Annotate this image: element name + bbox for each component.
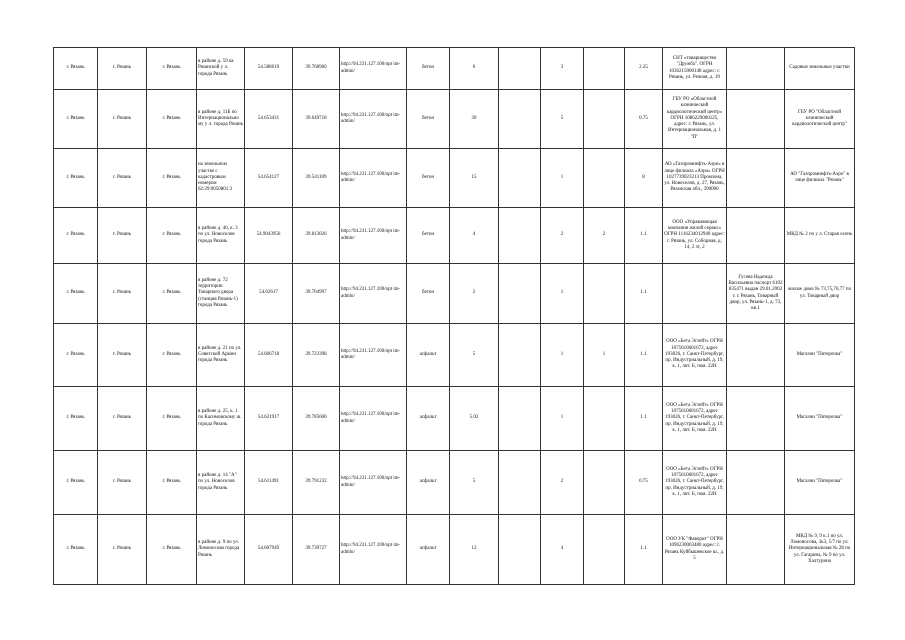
city-cell: г. Рязань: [98, 48, 147, 90]
settlement-cell: г. Рязань: [147, 387, 197, 451]
containers-count-cell: 1: [541, 324, 584, 387]
settlement-cell: г. Рязань: [147, 208, 197, 264]
containers-count-cell: 3: [541, 48, 584, 90]
area-cell: 5: [450, 324, 499, 387]
volume-cell: 0.75: [625, 90, 663, 149]
containers-count-cell: 1: [541, 149, 584, 208]
latitude-cell: 54.621917: [245, 387, 293, 451]
owner-legal-entity-cell: АО «Газпромнефть-Аэро» в лице филиала «Аэро» ОГРН 1027739023213 Промзона, ул. Новоселов, д. 27, Рязань, Рязанская обл., 390000: [663, 149, 727, 208]
containers-count-cell: 2: [541, 451, 584, 515]
city-cell: г. Рязань: [98, 515, 147, 585]
owner-individual-cell: [727, 324, 785, 387]
district-cell: г. Рязань: [54, 208, 98, 264]
address-cell: в районе д. 14 "А" по ул. Новоселов города Рязань: [197, 451, 245, 515]
city-cell: г. Рязань: [98, 90, 147, 149]
district-cell: г. Рязань: [54, 324, 98, 387]
longitude-cell: 39.785600: [293, 387, 340, 451]
link-cell[interactable]: http://94.231.127.100/opt im-admin/: [340, 90, 407, 149]
longitude-cell: 39.541109: [293, 149, 340, 208]
table-row: [54, 208, 855, 264]
owner-legal-entity-cell: ГБУ РО «Областной клинический кардиологический центр» ОГРН 1086229000125, адрес: г. Рязань, ул. Интернациональная, д. 1 "П": [663, 90, 727, 149]
containers-planned-cell: [499, 515, 541, 585]
address-cell: в районе д. 46, к. 3 по ул. Новоселов города Рязань: [197, 208, 245, 264]
containers-planned-cell: [499, 208, 541, 264]
volume-cell: 0.75: [625, 451, 663, 515]
city-cell: г. Рязань: [98, 324, 147, 387]
address-cell: в районе д. 9 по ул. Ломоносова города Рязань: [197, 515, 245, 585]
longitude-cell: 39.739727: [293, 515, 340, 585]
surface-cell: асфальт: [407, 515, 450, 585]
containers-count-cell: 1: [541, 387, 584, 451]
area-cell: 30: [450, 90, 499, 149]
latitude-cell: 54.653431: [245, 90, 293, 149]
containers-planned-cell: [499, 149, 541, 208]
bunkers-count-cell: [584, 387, 625, 451]
waste-sources-cell: АО "Газпромнефть-Аэро" в лице филиала "Рязань": [785, 149, 855, 208]
area-cell: 2: [450, 264, 499, 324]
latitude-cell: 54.588619: [245, 48, 293, 90]
table-row: [54, 149, 855, 208]
address-cell: в районе д. 11Б по Интернационально му у л. города Рязань: [197, 90, 245, 149]
containers-planned-cell: [499, 324, 541, 387]
district-cell: г. Рязань: [54, 387, 98, 451]
link-cell[interactable]: http://94.231.127.100/opt im-admin/: [340, 451, 407, 515]
owner-individual-cell: [727, 387, 785, 451]
volume-cell: 2.25: [625, 48, 663, 90]
longitude-cell: 39.723398: [293, 324, 340, 387]
volume-cell: 1.1: [625, 208, 663, 264]
surface-cell: бетон: [407, 149, 450, 208]
bunkers-count-cell: [584, 451, 625, 515]
address-cell: в районе д. 59 ка Рязанской у л. города Рязань: [197, 48, 245, 90]
surface-cell: бетон: [407, 48, 450, 90]
address-cell: на земельном участке с кадастровым номером 62:29:0050801:3: [197, 149, 245, 208]
bunkers-count-cell: 1: [584, 324, 625, 387]
table-row: [54, 90, 855, 149]
area-cell: 5.02: [450, 387, 499, 451]
owner-individual-cell: [727, 48, 785, 90]
link-cell[interactable]: http://94.231.127.100/opt im-admin/: [340, 149, 407, 208]
city-cell: г. Рязань: [98, 387, 147, 451]
containers-count-cell: 4: [541, 515, 584, 585]
owner-individual-cell: [727, 515, 785, 585]
surface-cell: асфальт: [407, 451, 450, 515]
containers-planned-cell: [499, 90, 541, 149]
settlement-cell: г. Рязань: [147, 149, 197, 208]
table-row: [54, 264, 855, 324]
address-cell: в районе д. 21 по ул. Советской Армии города Рязань: [197, 324, 245, 387]
waste-sources-cell: МКД № 9, 9 к.1 по ул. Ломоносова, 3к3, 5/7 по ул. Интернациональная № 28 по ул. Гагарина, № 9 по ул. Халтурина: [785, 515, 855, 585]
volume-cell: 1.1: [625, 387, 663, 451]
district-cell: г. Рязань: [54, 515, 98, 585]
bunkers-count-cell: [584, 90, 625, 149]
longitude-cell: 39.704997: [293, 264, 340, 324]
waste-sources-cell: МКД № 2 по у л. Старая осень: [785, 208, 855, 264]
city-cell: г. Рязань: [98, 451, 147, 515]
table-row: [54, 451, 855, 515]
table-row: [54, 48, 855, 90]
link-cell[interactable]: http://94.231.127.100/opt im-admin/: [340, 324, 407, 387]
containers-count-cell: 2: [541, 208, 584, 264]
city-cell: г. Рязань: [98, 264, 147, 324]
latitude-cell: 54.607949: [245, 515, 293, 585]
area-cell: 6: [450, 48, 499, 90]
containers-planned-cell: [499, 387, 541, 451]
district-cell: г. Рязань: [54, 48, 98, 90]
longitude-cell: 39.813026: [293, 208, 340, 264]
surface-cell: бетон: [407, 208, 450, 264]
owner-individual-cell: [727, 451, 785, 515]
link-cell[interactable]: http://94.231.127.100/opt im-admin/: [340, 48, 407, 90]
district-cell: г. Рязань: [54, 90, 98, 149]
waste-sources-cell: Магазин "Пятерочка": [785, 387, 855, 451]
bunkers-count-cell: [584, 264, 625, 324]
longitude-cell: 39.768960: [293, 48, 340, 90]
settlement-cell: г. Рязань: [147, 515, 197, 585]
address-cell: в районе д. 25, к. 1 по Касимовскому ш. города Рязань: [197, 387, 245, 451]
containers-planned-cell: [499, 264, 541, 324]
city-cell: г. Рязань: [98, 149, 147, 208]
settlement-cell: г. Рязань: [147, 451, 197, 515]
owner-legal-entity-cell: СНТ «товарищество "Дружба". ОГРН 1036215000148 адрес: г. Рязань, ул. Речная, д. 19: [663, 48, 727, 90]
link-cell[interactable]: http://94.231.127.100/opt im-admin/: [340, 515, 407, 585]
waste-sources-cell: Магазин "Пятерочка": [785, 451, 855, 515]
latitude-cell: 54.62617: [245, 264, 293, 324]
link-cell[interactable]: http://94.231.127.100/opt im-admin/: [340, 264, 407, 324]
settlement-cell: г. Рязань: [147, 324, 197, 387]
surface-cell: асфальт: [407, 387, 450, 451]
area-cell: 4: [450, 208, 499, 264]
district-cell: г. Рязань: [54, 149, 98, 208]
area-cell: 12: [450, 515, 499, 585]
latitude-cell: 54.666718: [245, 324, 293, 387]
bunkers-count-cell: 2: [584, 208, 625, 264]
owner-legal-entity-cell: [663, 264, 727, 324]
owner-individual-cell: [727, 149, 785, 208]
address-cell: в районе д. 72 территории Товарного двора (станция Рязань-1) города Рязань: [197, 264, 245, 324]
owner-legal-entity-cell: ООО «Управляющая компания жилой сервис» ОГРН 1116234012940 адрес: г. Рязань, ул. Соборная, д. 14, 2 эт, 2: [663, 208, 727, 264]
containers-count-cell: 5: [541, 90, 584, 149]
table-row: [54, 515, 855, 585]
bunkers-count-cell: [584, 515, 625, 585]
owner-individual-cell: [727, 90, 785, 149]
registry-table: [53, 47, 855, 585]
settlement-cell: г. Рязань: [147, 48, 197, 90]
volume-cell: 1.1: [625, 264, 663, 324]
bunkers-count-cell: [584, 48, 625, 90]
containers-planned-cell: [499, 48, 541, 90]
link-cell[interactable]: http://94.231.127.100/opt im-admin/: [340, 208, 407, 264]
owner-legal-entity-cell: ООО УК "Фаворит" ОГРН 1096230003480 адрес: г. Рязань Куйбышевское ш., д. 5: [663, 515, 727, 585]
settlement-cell: г. Рязань: [147, 264, 197, 324]
waste-sources-cell: Магазин "Пятерочка": [785, 324, 855, 387]
volume-cell: 1.1: [625, 324, 663, 387]
bunkers-count-cell: [584, 149, 625, 208]
waste-sources-cell: ГБУ РО "Областной клинический кардиологический центр": [785, 90, 855, 149]
waste-sources-cell: Садовые земельные участки: [785, 48, 855, 90]
area-cell: 15: [450, 149, 499, 208]
owner-individual-cell: [727, 208, 785, 264]
city-cell: г. Рязань: [98, 208, 147, 264]
table-body: [54, 48, 855, 585]
owner-legal-entity-cell: ООО «Бета Эстейт» ОГРН 1075610601672, адрес 193026, г. Санкт-Петербург, пр. Индустриальный, д. 19, к. 1, лит. Б, пом. 22Н: [663, 451, 727, 515]
area-cell: 5: [450, 451, 499, 515]
containers-planned-cell: [499, 451, 541, 515]
volume-cell: 1.1: [625, 515, 663, 585]
volume-cell: 8: [625, 149, 663, 208]
settlement-cell: г. Рязань: [147, 90, 197, 149]
latitude-cell: 54.611491: [245, 451, 293, 515]
owner-legal-entity-cell: ООО «Бета Эстейт» ОГРН 1075610601672, адрес 193026, г. Санкт-Петербург, пр. Индустриальный, д. 19, к. 1, лит. Б, пом. 22Н: [663, 387, 727, 451]
longitude-cell: 39.791232: [293, 451, 340, 515]
surface-cell: бетон: [407, 264, 450, 324]
link-cell[interactable]: http://94.231.127.100/opt im-admin/: [340, 387, 407, 451]
table-row: [54, 324, 855, 387]
latitude-cell: 54.9043956: [245, 208, 293, 264]
latitude-cell: 54.654127: [245, 149, 293, 208]
table-row: [54, 387, 855, 451]
district-cell: г. Рязань: [54, 264, 98, 324]
surface-cell: асфальт: [407, 324, 450, 387]
district-cell: г. Рязань: [54, 451, 98, 515]
surface-cell: бетон: [407, 90, 450, 149]
longitude-cell: 39.649718: [293, 90, 340, 149]
owner-individual-cell: Гусева Надежда Васильевна паспорт 6102 835471 выдан 29.01.2002 г. г. Рязань, Товарный двор, ул. Рязань-1, д. 73, кв.1: [727, 264, 785, 324]
owner-legal-entity-cell: ООО «Бета Эстейт» ОГРН 1075610601672, адрес 193026, г. Санкт-Петербург, пр. Индустриальный, д. 19, к. 1, лит. Б, пом. 22Н: [663, 324, 727, 387]
containers-count-cell: 1: [541, 264, 584, 324]
waste-sources-cell: жилые дома № 73,75,76,77 по ул. Товарный двор: [785, 264, 855, 324]
